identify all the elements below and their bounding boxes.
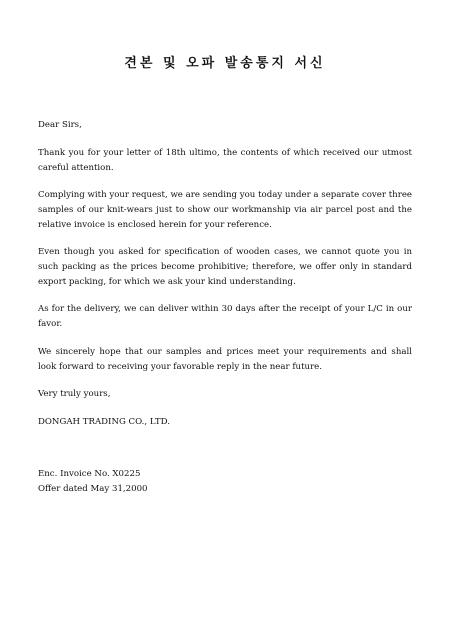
greeting: Dear Sirs,	[38, 120, 82, 130]
company-name: DONGAH TRADING CO., LTD.	[38, 417, 170, 427]
paragraph-packing: Even though you asked for specification of wooden cases, we cannot quote you in such packing as the prices become prohibitive; therefore, we offer only in standard export packing, for which we ask your kind understanding.	[38, 247, 412, 287]
paragraph-closing-hope: We sincerely hope that our samples and prices meet your requirements and shall look forward to receiving your favorable reply in the near future.	[38, 347, 412, 372]
closing: Very truly yours,	[38, 389, 111, 399]
enclosure-invoice: Enc. Invoice No. X0225	[38, 469, 141, 479]
paragraph-thanks: Thank you for your letter of 18th ultimo, the contents of which received our utmost careful attention.	[38, 148, 412, 173]
enclosure-offer: Offer dated May 31,2000	[38, 484, 148, 494]
letter-body	[38, 118, 412, 497]
paragraph-delivery: As for the delivery, we can deliver within 30 days after the receipt of your L/C in our favor.	[38, 304, 412, 329]
paragraph-samples: Complying with your request, we are sending you today under a separate cover three samples of our knit-wears just to show our workmanship via air parcel post and the relative invoice is enclosed herein for your reference.	[38, 190, 412, 230]
letter-title: 견본 및 오파 발송통지 서신	[124, 56, 326, 71]
